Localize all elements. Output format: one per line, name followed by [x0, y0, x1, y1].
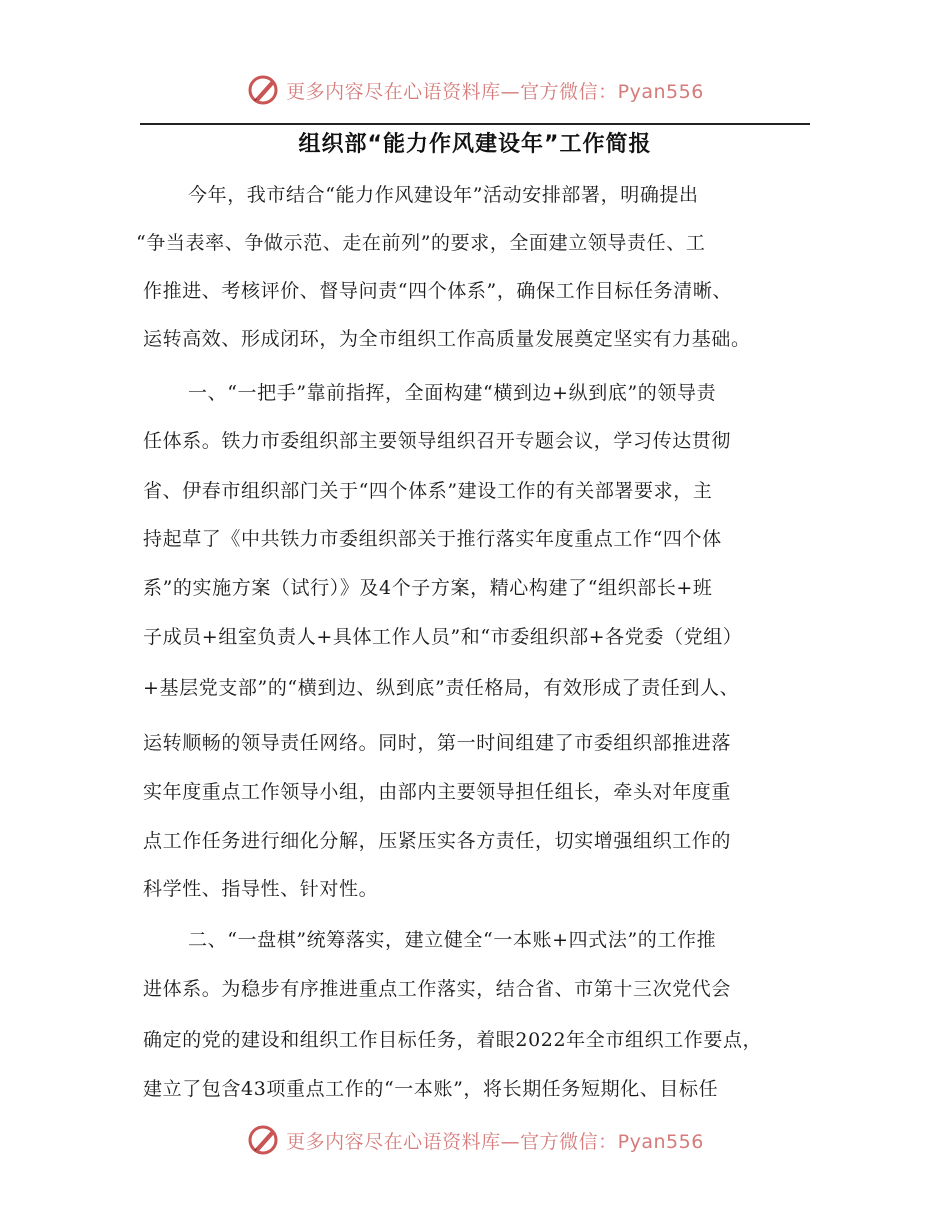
body-line: 持起草了《中共铁力市委组织部关于推行落实年度重点工作“四个体 — [143, 528, 722, 550]
body-line: 确定的党的建设和组织工作目标任务，着眼2022年全市组织工作要点， — [143, 1029, 763, 1051]
body-line: 运转高效、形成闭环，为全市组织工作高质量发展奠定坚实有力基础。 — [143, 328, 751, 350]
body-line: +基层党支部”的“横到边、纵到底”责任格局，有效形成了责任到人、 — [143, 677, 740, 699]
body-line: 进体系。为稳步有序推进重点工作落实，结合省、市第十三次党代会 — [143, 978, 732, 1000]
page-title: 组织部“能力作风建设年”工作简报 — [298, 132, 652, 157]
body-line: 任体系。铁力市委组织部主要领导组织召开专题会议，学习传达贯彻 — [143, 430, 732, 452]
body-line: 建立了包含43项重点工作的“一本账”，将长期任务短期化、目标任 — [143, 1078, 719, 1100]
body-line: 子成员+组室负责人+具体工作人员”和“市委组织部+各党委（党组） — [143, 626, 743, 648]
body-line: 作推进、考核评价、督导问责“四个体系”，确保工作目标任务清晰、 — [143, 280, 733, 302]
header-rule — [140, 123, 810, 125]
watermark-text: 更多内容尽在心语资料库—官方微信：Pyan556 — [286, 1130, 704, 1153]
body-line: 二、“一盘棋”统筹落实，建立健全“一本账+四式法”的工作推 — [188, 929, 717, 951]
body-line: 一、“一把手”靠前指挥，全面构建“横到边+纵到底”的领导责 — [188, 382, 717, 404]
body-line: 点工作任务进行细化分解，压紧压实各方责任，切实增强组织工作的 — [143, 830, 732, 852]
pen-logo-icon — [246, 73, 280, 107]
watermark-text: 更多内容尽在心语资料库—官方微信：Pyan556 — [286, 80, 704, 103]
body-line: “争当表率、争做示范、走在前列”的要求，全面建立领导责任、工 — [136, 232, 706, 254]
body-line: 运转顺畅的领导责任网络。同时，第一时间组建了市委组织部推进落 — [143, 732, 732, 754]
body-line: 实年度重点工作领导小组，由部内主要领导担任组长，牵头对年度重 — [143, 781, 732, 803]
body-line: 科学性、指导性、针对性。 — [143, 878, 379, 900]
watermark-banner-top — [0, 70, 950, 110]
body-line: 省、伊春市组织部门关于“四个体系”建设工作的有关部署要求，主 — [143, 480, 713, 502]
pen-logo-icon — [246, 1123, 280, 1157]
watermark-banner-bottom — [0, 1120, 950, 1160]
body-line: 今年，我市结合“能力作风建设年”活动安排部署，明确提出 — [188, 184, 699, 206]
body-line: 系”的实施方案（试行）》及4个子方案，精心构建了“组织部长+班 — [143, 577, 713, 599]
